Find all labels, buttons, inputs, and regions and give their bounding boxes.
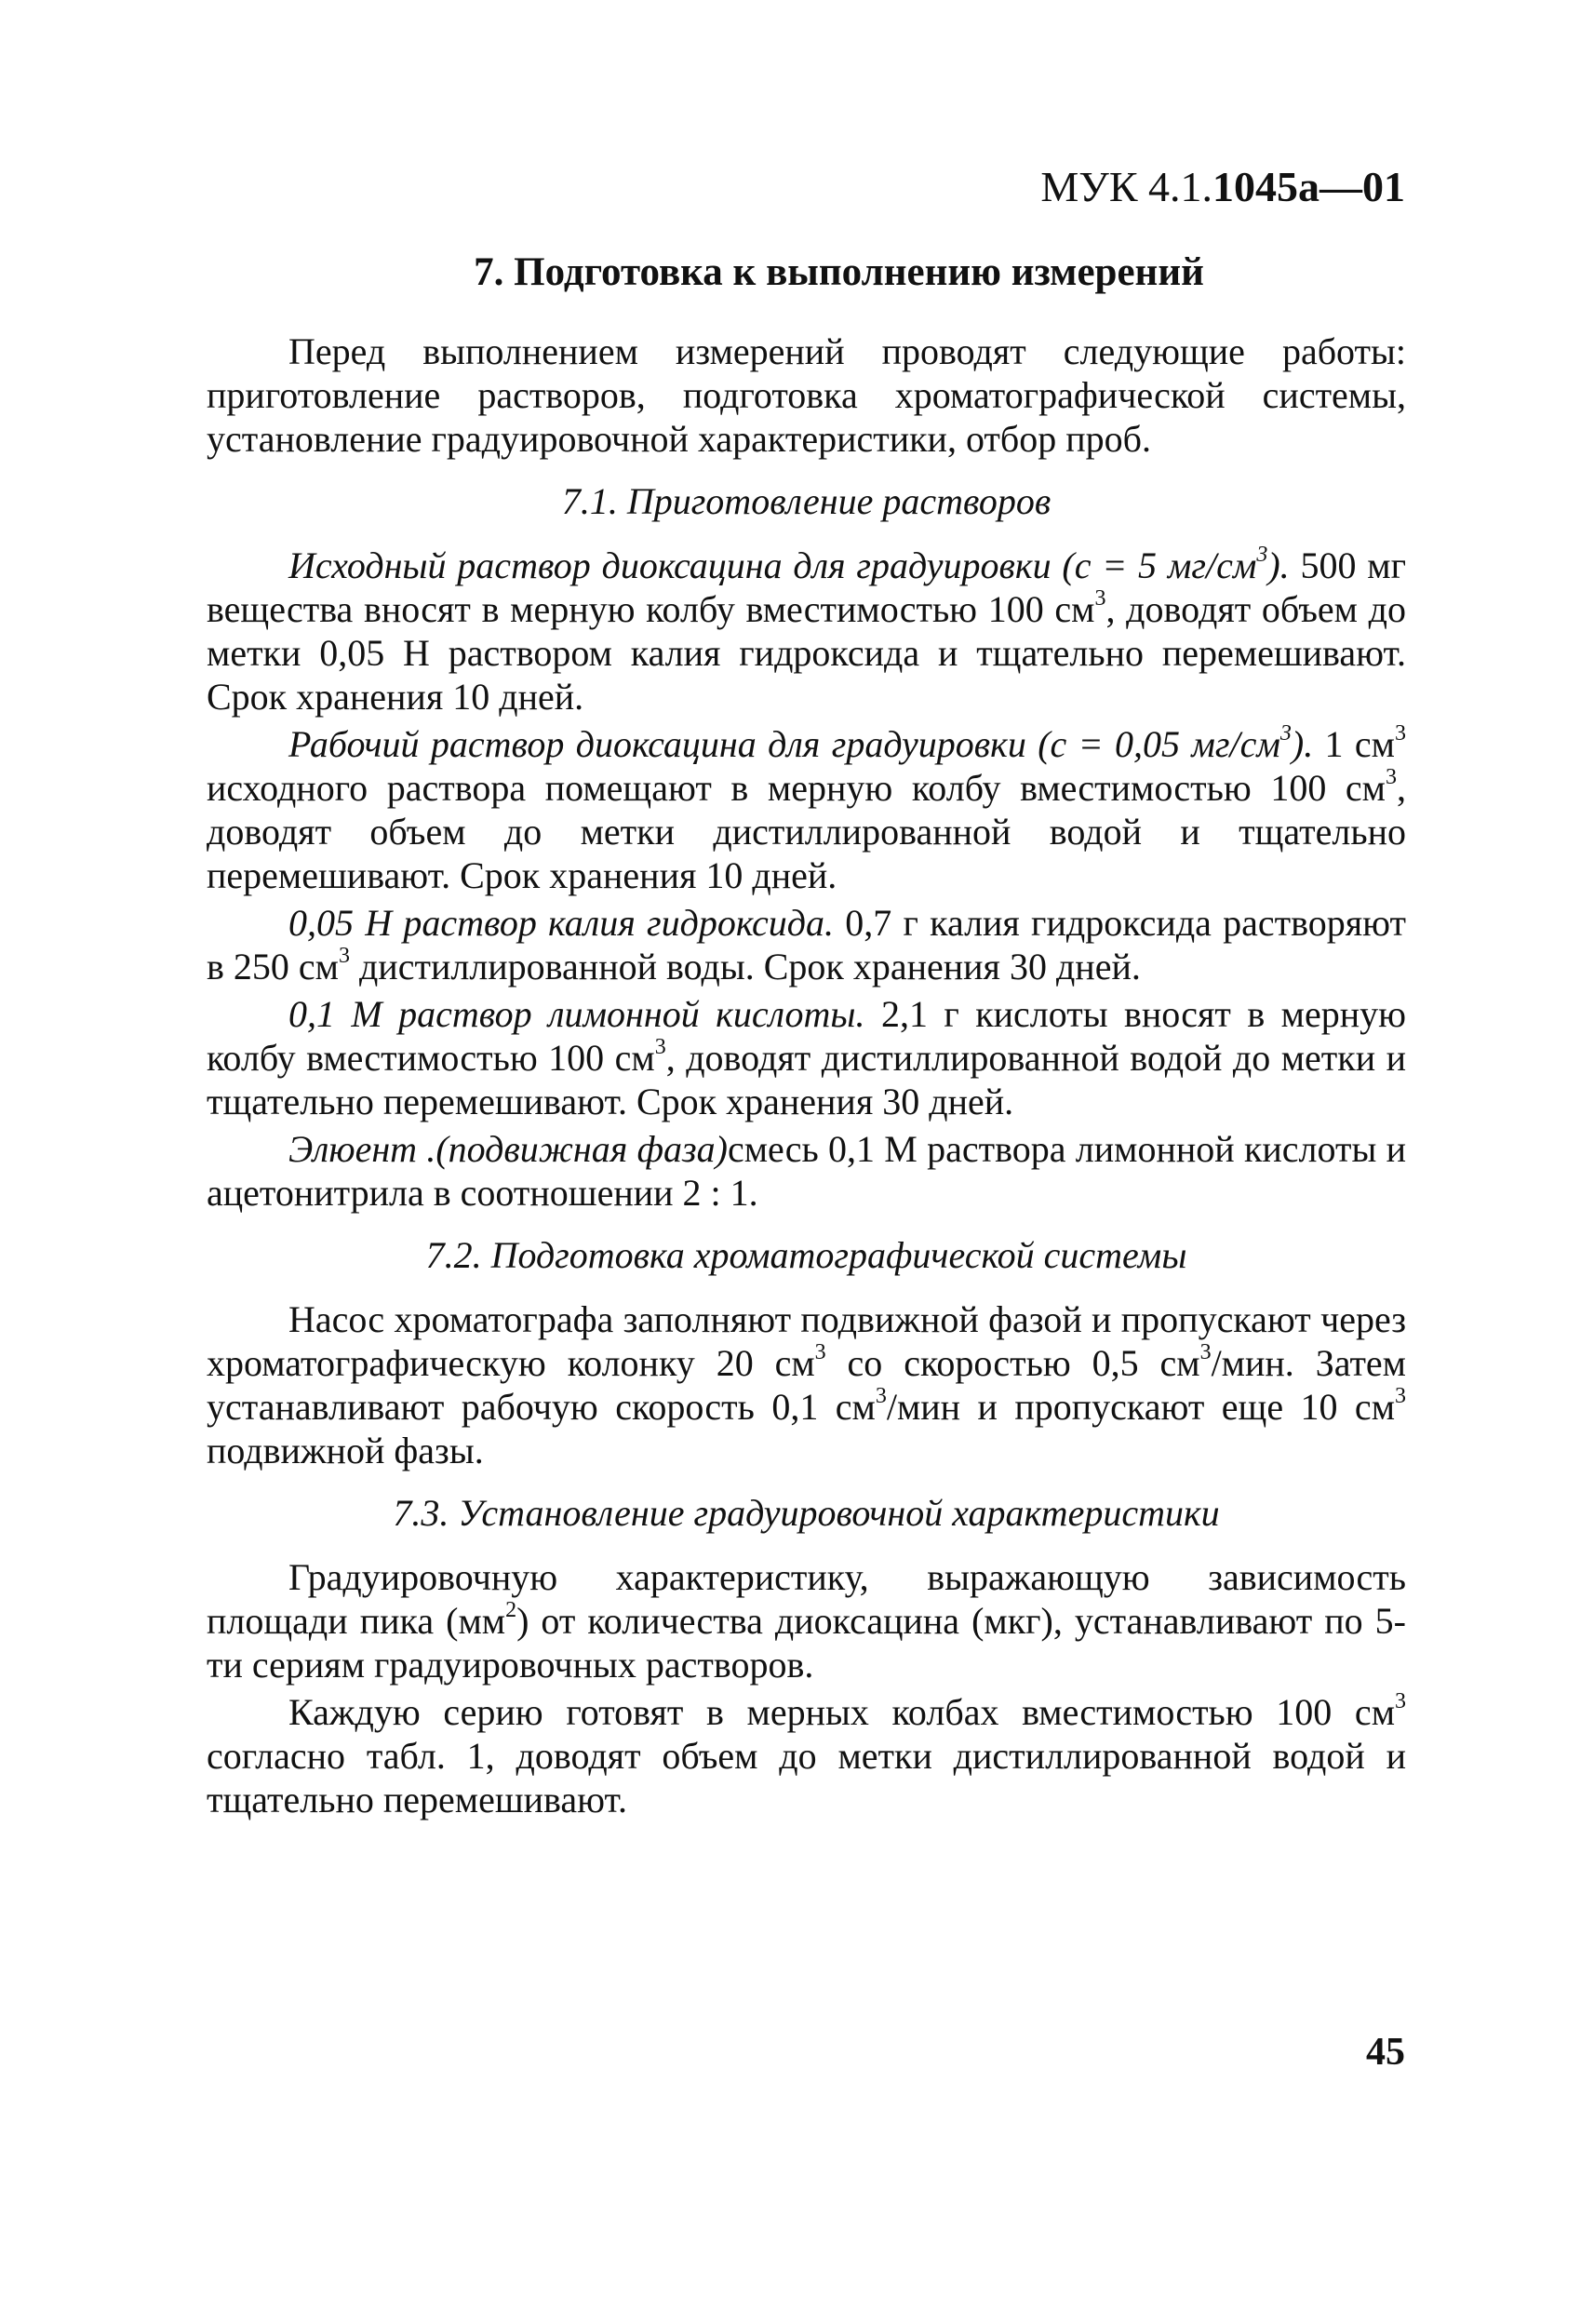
stock-solution-paragraph xyxy=(207,544,1406,719)
chrom-text-1: Насос хроматографа заполняют подвижной фазой и пропускают через хроматографическую колонку 20 см xyxy=(207,1298,1406,1384)
chrom-sup-4: 3 xyxy=(1395,1384,1407,1408)
working-heading-sup: 3 xyxy=(1279,721,1292,746)
page-content xyxy=(207,249,1406,1821)
calib-sup-1: 2 xyxy=(505,1598,517,1622)
calib-sup-2: 3 xyxy=(1395,1689,1406,1713)
section-7-title: 7. Подготовка к выполнению измерений xyxy=(474,250,1204,294)
stock-heading-sup: 3 xyxy=(1256,543,1268,567)
working-heading-text: Рабочий раствор диоксацина для градуировки (с = 0,05 мг/см xyxy=(288,723,1280,765)
citric-acid-paragraph xyxy=(207,992,1406,1123)
working-text-1: 1 см xyxy=(1313,723,1395,765)
stock-sup-1: 3 xyxy=(1094,586,1106,611)
koh-text-2: дистиллированной воды. Срок хранения 30 дней. xyxy=(349,946,1141,987)
chrom-sup-2: 3 xyxy=(1199,1340,1212,1364)
stock-text-1: 500 мг вещества вносят в мерную колбу вместимостью 100 см xyxy=(207,544,1406,630)
page-number: 45 xyxy=(1366,2031,1405,2074)
stock-heading-close: ). xyxy=(1267,544,1290,586)
calib-text-3: Каждую серию готовят в мерных колбах вместимостью 100 см xyxy=(288,1691,1395,1733)
working-solution-paragraph xyxy=(207,722,1406,897)
chrom-text-2: со скоростью 0,5 см xyxy=(825,1342,1200,1384)
koh-solution-paragraph xyxy=(207,901,1406,988)
chromatograph-paragraph xyxy=(207,1297,1406,1472)
section-7-intro: Перед выполнением измерений проводят следующие работы: приготовление растворов, подготовка хроматографической системы, установление градуировочной характеристики, отбор проб. xyxy=(207,330,1406,460)
calibration-paragraph-1 xyxy=(207,1555,1406,1686)
working-text-2: исходного раствора помещают в мерную колбу вместимостью 100 см xyxy=(207,767,1386,809)
working-heading-close: ). xyxy=(1291,723,1314,765)
calibration-paragraph-2 xyxy=(207,1690,1406,1821)
document-code xyxy=(1040,163,1405,210)
calib-text-4: согласно табл. 1, доводят объем до метки дистиллированной водой и тщательно перемешивают. xyxy=(207,1735,1406,1820)
working-text-3: , доводят объем до метки дистиллированной водой и тщательно перемешивают. Срок хранения 10 дней. xyxy=(207,767,1406,896)
chrom-sup-1: 3 xyxy=(814,1340,826,1364)
chrom-text-5: подвижной фазы. xyxy=(207,1430,484,1471)
document-code-number: 1045а—01 xyxy=(1212,163,1405,210)
calib-text-1: Градуировочную характеристику, выражающую зависимость площади пика (мм xyxy=(207,1556,1406,1642)
stock-text-2: , доводят объем до метки 0,05 Н раствором калия гидроксида и тщательно перемешивают. Срок хранения 10 дней. xyxy=(207,588,1406,718)
eluent-text: смесь 0,1 М раствора лимонной кислоты и ацетонитрила в соотношении 2 : 1. xyxy=(207,1128,1407,1214)
stock-solution-heading xyxy=(288,544,1290,586)
eluent-heading: Элюент .(подвижная фаза) xyxy=(288,1128,728,1170)
subsection-7-1-title: 7.1. Приготовление растворов xyxy=(561,480,1052,522)
koh-sup-1: 3 xyxy=(338,944,350,968)
document-code-prefix: МУК 4.1. xyxy=(1040,163,1212,210)
calib-text-2: ) от количества диоксацина (мкг), устанавливают по 5-ти сериям градуировочных растворов. xyxy=(207,1600,1406,1686)
subsection-7-3-title: 7.3. Установление градуировочной характеристики xyxy=(393,1492,1220,1534)
citric-sup-1: 3 xyxy=(654,1035,666,1059)
citric-text-2: , доводят дистиллированной водой до метки и тщательно перемешивают. Срок хранения 30 дней. xyxy=(207,1037,1406,1122)
eluent-paragraph xyxy=(207,1127,1406,1215)
koh-solution-heading: 0,05 Н раствор калия гидроксида. xyxy=(288,902,835,944)
chrom-sup-3: 3 xyxy=(875,1384,887,1408)
working-sup-1: 3 xyxy=(1395,721,1406,746)
chrom-text-4: /мин и пропускают еще 10 см xyxy=(886,1386,1396,1428)
citric-text-1: 2,1 г кислоты вносят в мерную колбу вместимостью 100 см xyxy=(207,993,1406,1079)
subsection-7-2-title: 7.2. Подготовка хроматографической системы xyxy=(425,1234,1187,1276)
koh-text-1: 0,7 г калия гидроксида растворяют в 250 см xyxy=(207,902,1406,987)
working-sup-2: 3 xyxy=(1386,765,1397,789)
working-solution-heading xyxy=(288,723,1313,765)
chrom-text-3: /мин. Затем устанавливают рабочую скорость 0,1 см xyxy=(207,1342,1406,1428)
citric-acid-heading: 0,1 М раствор лимонной кислоты. xyxy=(288,993,865,1035)
stock-heading-text: Исходный раствор диоксацина для градуировки (с = 5 мг/см xyxy=(288,544,1257,586)
